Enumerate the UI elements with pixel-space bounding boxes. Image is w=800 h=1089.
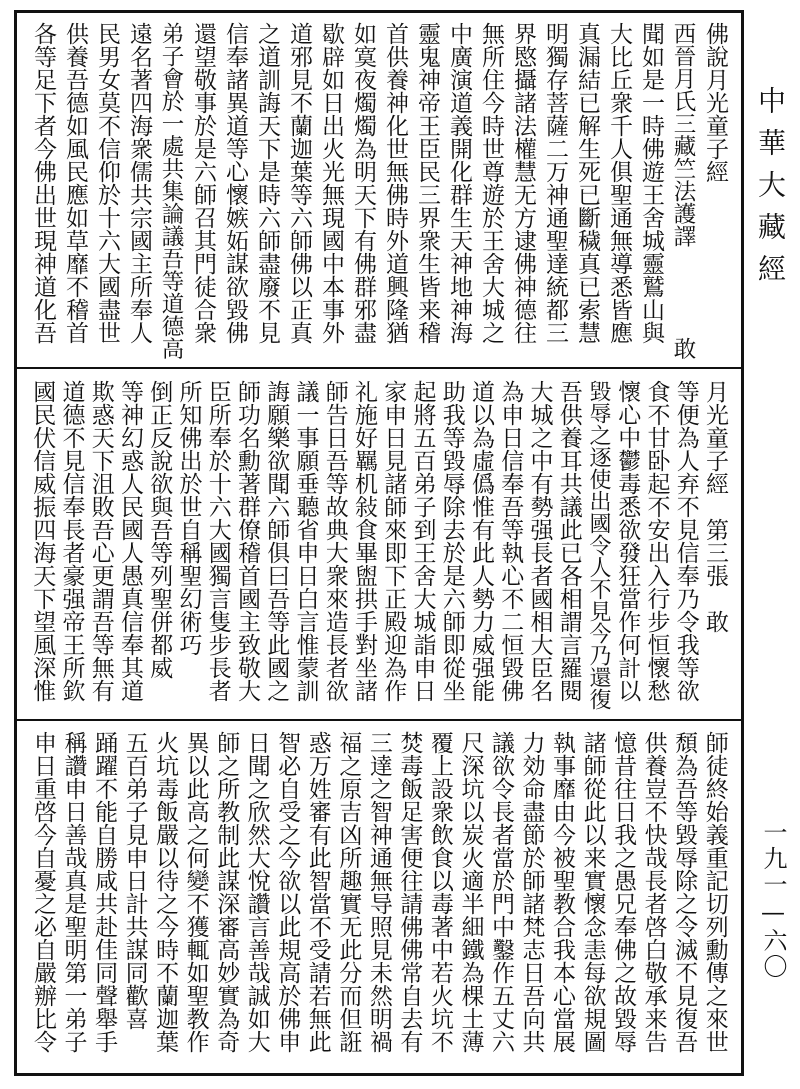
text-column: 師徒終始義重記切列勳傳之來世 <box>701 731 728 1053</box>
text-column: 等神幻惑人民國人愚真信奉其道 <box>117 380 143 702</box>
text-column: 吾供養耳共議此已各相謂言羅閱 <box>555 380 582 702</box>
text-column: 為申日信奉吾等執心不二恒毀佛 <box>497 380 524 702</box>
text-column: 道邪見不蘭迦葉等六師佛以正真 <box>286 22 312 344</box>
text-column: 民男女莫不信仰於十六大國盡世 <box>94 22 120 344</box>
text-column: 異以此高之何變不獲輒如聖教作 <box>182 731 209 1053</box>
text-column: 佛說月光童子經 <box>702 22 728 183</box>
text-column: 礼施好羈机敍食畢盥拱手對坐諸 <box>351 380 377 702</box>
text-column: 福之原吉凶所趣實无此分而但誑 <box>335 731 362 1053</box>
text-column: 食不甘卧起不安出入行步恒懷愁 <box>643 380 670 702</box>
text-column: 議一事願垂聽省申日白言惟蒙訓 <box>292 380 319 702</box>
text-column: 供養吾德如風民應如草靡不稽首 <box>62 22 88 344</box>
text-column: 道德不見信奉長者豪强帝王所欽 <box>58 380 85 702</box>
text-column: 大比丘衆千人俱聖通無導悉皆應 <box>606 22 632 344</box>
text-column: 西晉月氏三藏竺法護譯 敢 <box>670 22 696 360</box>
text-column: 火坑毒飯嚴以待之今時不蘭迦葉 <box>152 731 179 1053</box>
text-column: 誨願樂欲聞六師俱曰吾等此國之 <box>263 380 290 702</box>
text-column: 供養豈不快哉長者啓白敬承来告 <box>640 731 667 1053</box>
text-column: 議欲令長者當於門中鑿作五丈六 <box>487 731 514 1053</box>
text-column: 等便為人弃不見信奉乃令我等欲 <box>672 380 699 702</box>
text-column: 靈鬼神帝王臣民三界衆生皆来稽 <box>414 22 440 344</box>
text-column: 覆上設衆飲食以毒著中若火坑不 <box>426 731 453 1053</box>
text-column: 師之所教制此謀深審高妙實為奇 <box>213 731 240 1053</box>
text-column: 三達之智神通無导照見未然明禍 <box>365 731 392 1053</box>
text-column: 大城之中有勢强長者國相大臣名 <box>526 380 553 702</box>
text-column: 之道訓誨天下是時六師盡廢不見 <box>254 22 280 344</box>
text-column: 明獨存菩薩二万神通聖達統都三 <box>542 22 568 344</box>
panel-divider <box>14 719 744 721</box>
text-column: 臣所奉於十六大國獨言隻步長者 <box>204 380 231 702</box>
text-column: 焚毒飯足害便往請佛佛常自去有 <box>396 731 423 1053</box>
text-column: 無所住今時世尊遊於王舍大城之 <box>478 22 504 344</box>
text-column: 稱讚申日善哉真是聖明第一弟子 <box>60 731 87 1053</box>
text-column: 真漏結已解生死已斷穢真已索慧 <box>574 22 600 344</box>
text-column: 力効命盡節於師諸梵志日吾向共 <box>518 731 545 1053</box>
text-column: 遠名著四海衆儒共宗國主所奉人 <box>126 22 152 344</box>
text-column: 師功名勳著群僚稽首國主致敬大 <box>234 380 260 702</box>
text-column: 憶昔往日我之愚兄奉佛之故毀辱 <box>610 731 637 1053</box>
text-column: 聞如是一時佛遊王舍城靈鷲山與 <box>638 22 664 344</box>
text-panel-2 <box>22 380 736 714</box>
text-column: 執事靡由今被聖教合我本心當展 <box>549 731 576 1053</box>
text-column: 月光童子經 第三張 敢 <box>702 380 728 633</box>
text-column: 信奉諸異道等心懷嫉妬謀欲毀佛 <box>222 22 248 344</box>
text-column: 歇辟如日出火光無現國中本事外 <box>318 22 344 344</box>
text-column: 智必自受之今欲以此規高於佛申 <box>274 731 301 1053</box>
text-column: 還望敬事於是六師召其門徒合衆 <box>190 22 216 344</box>
text-column: 申日重啓今自憂之必自嚴辦比令 <box>30 731 56 1053</box>
text-column: 國民伏信威振四海天下望風深惟 <box>29 380 56 702</box>
collection-title: 中華大藏經 <box>754 86 787 296</box>
text-column: 踊躍不能自勝咸共赴佳同聲舉手 <box>91 731 118 1053</box>
text-column: 師告日吾等故典大衆來造長者欲 <box>321 380 348 702</box>
text-column: 頹為吾等毀辱除之令滅不見復吾 <box>671 731 698 1053</box>
text-column: 欺惑天下沮敗吾心更謂吾等無有 <box>87 380 114 702</box>
text-column: 弟子會於一處共集論議吾等道德高 <box>158 22 184 360</box>
text-column: 助我等毀辱除去於是六師即從坐 <box>438 380 465 702</box>
text-column: 首供養神化世無佛時外道興隆猶 <box>382 22 408 344</box>
text-column: 中廣演道義開化群生天神地神海 <box>446 22 472 344</box>
text-panel-1 <box>22 22 736 362</box>
text-column: 如寞夜燭燭為明天下有佛群邪盡 <box>350 22 376 344</box>
text-column: 倒正反說欲與吾等列聖併都威 <box>146 380 173 679</box>
text-column: 尺深坑以炭火適半細鐵為棵土薄 <box>457 731 484 1053</box>
page-number: 一九一—六〇 <box>759 820 787 980</box>
panel-divider <box>14 367 744 369</box>
text-column: 日聞之欣然大悅讚言善哉誠如大 <box>243 731 270 1053</box>
text-column: 毀辱之逐使出國令人不見今乃還復 <box>586 380 611 710</box>
text-column: 道以為虛僞惟有此人勢力威强能 <box>468 380 494 702</box>
text-column: 懷心中鬱毒悉欲發狂當作何計以 <box>614 380 641 702</box>
text-column: 惑万姓審有此智當不受請若無此 <box>304 731 331 1053</box>
text-column: 起將五百弟子到王舍大城詣申日 <box>409 380 436 702</box>
text-column: 五百弟子見申日計共謀同歡喜 <box>121 731 148 1030</box>
text-column: 所知佛出於世自稱聖幻術巧 <box>175 380 202 656</box>
text-column: 界愍攝諸法權慧无方逮佛神德往 <box>510 22 536 344</box>
text-column: 各等足下者今佛出世現神道化吾 <box>30 22 56 344</box>
text-panel-3 <box>22 731 736 1066</box>
text-column: 家申日見諸師來即下正殿迎為作 <box>380 380 407 702</box>
text-column: 諸師從此以来實懷念恚每欲規圖 <box>579 731 606 1053</box>
